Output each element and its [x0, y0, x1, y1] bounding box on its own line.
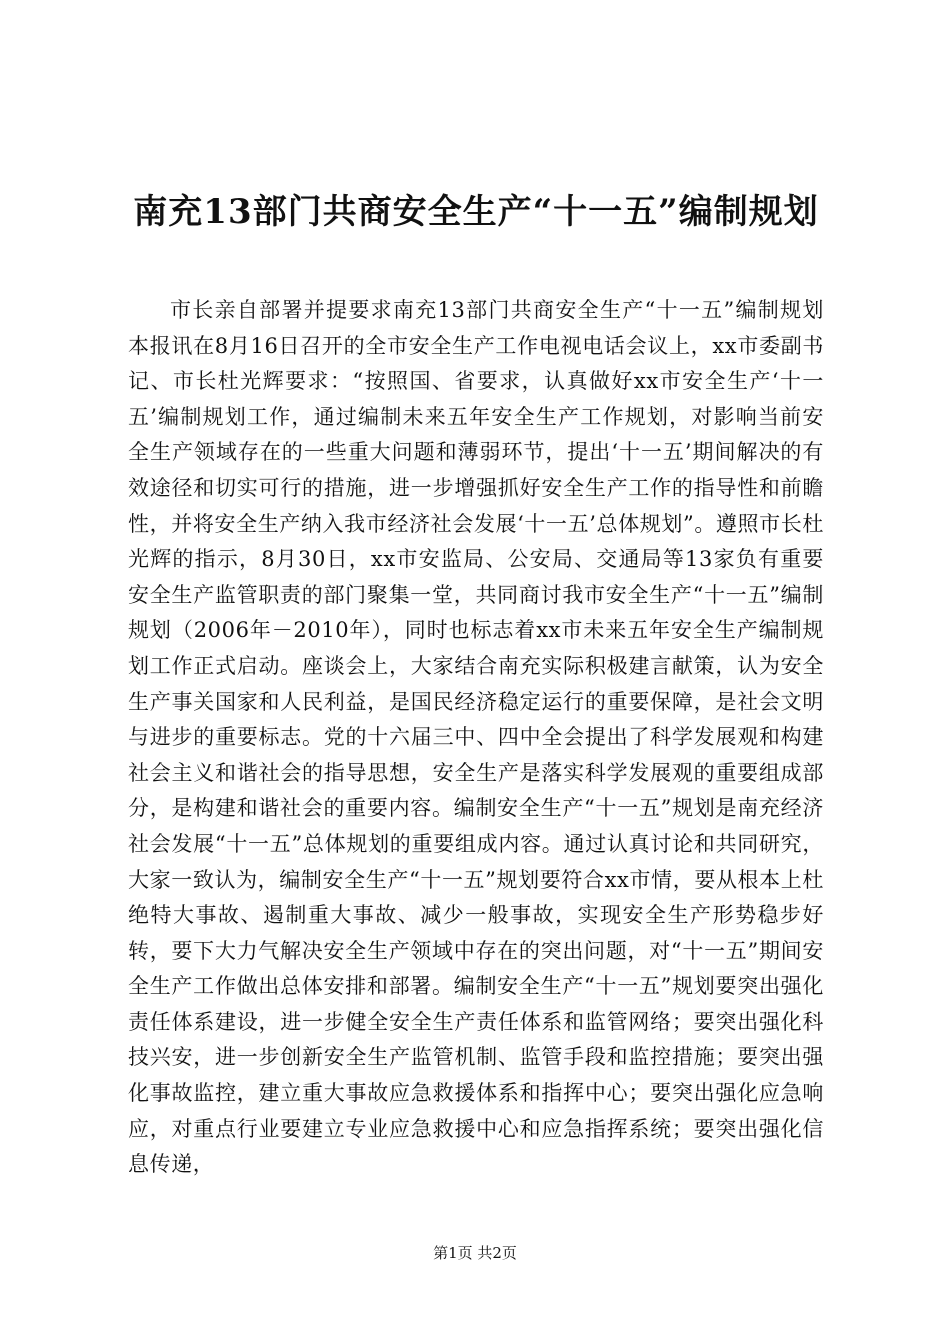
document-body-paragraph: 市长亲自部署并提要求南充13部门共商安全生产“十一五”编制规划本报讯在8月16日召开的全市安全生产工作电视电话会议上，xx市委副书记、市长杜光辉要求：“按照国、省要求，认真做好xx市安全生产‘十一五’编制规划工作，通过编制未来五年安全生产工作规划，对影响当前安全生产领域存在的一些重大问题和薄弱环节，提出‘十一五’期间解决的有效途径和切实可行的措施，进一步增强抓好安全生产工作的指导性和前瞻性，并将安全生产纳入我市经济社会发展‘十一五’总体规划”。遵照市长杜光辉的指示，8月30日，xx市安监局、公安局、交通局等13家负有重要安全生产监管职责的部门聚集一堂，共同商讨我市安全生产“十一五”编制规划（2006年－2010年），同时也标志着xx市未来五年安全生产编制规划工作正式启动。座谈会上，大家结合南充实际积极建言献策，认为安全生产事关国家和人民利益，是国民经济稳定运行的重要保障，是社会文明与进步的重要标志。党的十六届三中、四中全会提出了科学发展观和构建社会主义和谐社会的指导思想，安全生产是落实科学发展观的重要组成部分，是构建和谐社会的重要内容。编制安全生产“十一五”规划是南充经济社会发展“十一五”总体规划的重要组成内容。通过认真讨论和共同研究，大家一致认为，编制安全生产“十一五”规划要符合xx市情，要从根本上杜绝特大事故、遏制重大事故、减少一般事故，实现安全生产形势稳步好转，要下大力气解决安全生产领域中存在的突出问题，对“十一五”期间安全生产工作做出总体安排和部署。编制安全生产“十一五”规划要突出强化责任体系建设，进一步健全安全生产责任体系和监管网络；要突出强化科技兴安，进一步创新安全生产监管机制、监管手段和监控措施；要突出强化事故监控，建立重大事故应急救援体系和指挥中心；要突出强化应急响应，对重点行业要建立专业应急救援中心和应急指挥系统；要突出强化信息传递， — [128, 298, 824, 1177]
page-number-footer: 第1页 共2页 — [433, 1244, 517, 1262]
document-title: 南充13部门共商安全生产“十一五”编制规划 — [133, 192, 819, 232]
